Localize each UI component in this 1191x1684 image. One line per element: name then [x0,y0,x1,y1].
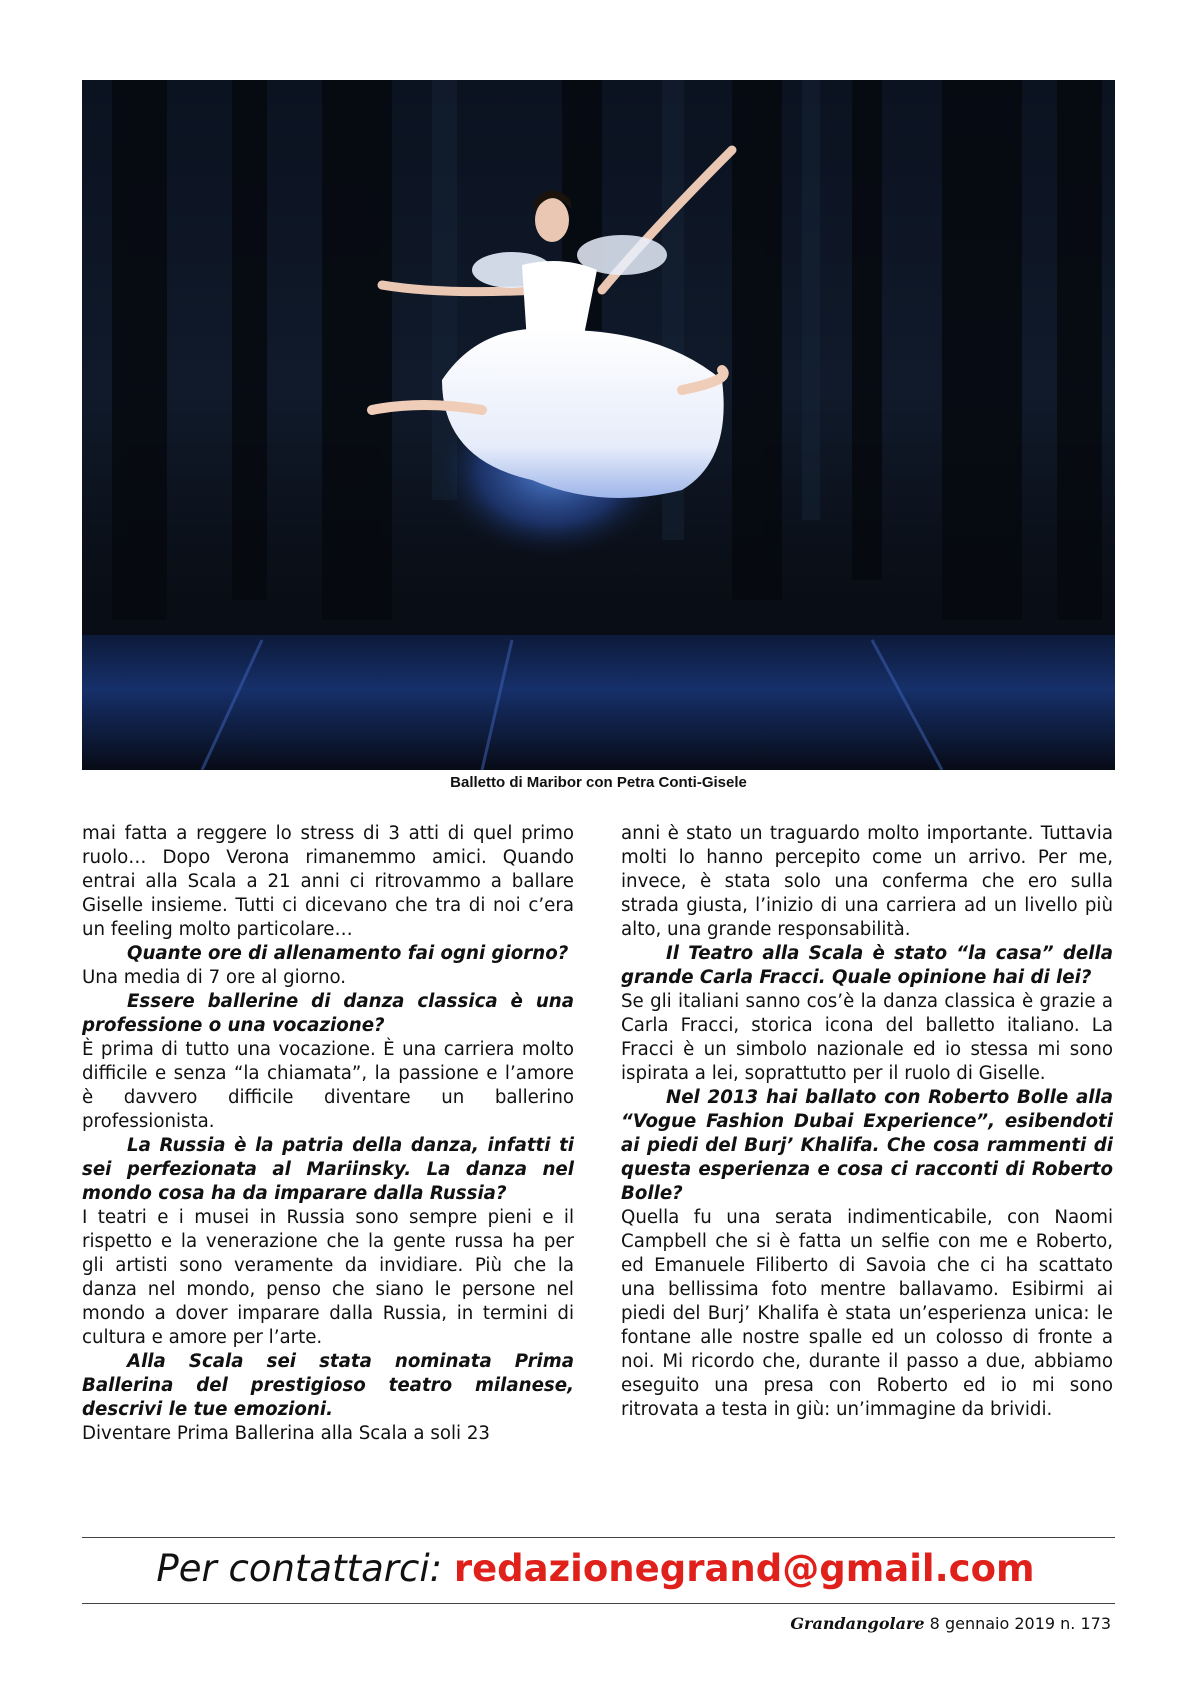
contact-email-link[interactable]: redazionegrand@gmail.com [453,1547,1035,1590]
answer-paragraph: Se gli italiani sanno cos’è la danza classica è grazie a Carla Fracci, storica icona del balletto italiano. La Fracci è un simbolo nazionale ed io stessa mi sono ispirata a lei, soprattutto per il ruolo di Giselle. [621,991,1113,1084]
question-paragraph: Essere ballerine di danza classica è una professione o una vocazione? [82,991,574,1036]
issue-info: 8 gennaio 2019 n. 173 [929,1614,1111,1633]
answer-paragraph: È prima di tutto una vocazione. È una carriera molto difficile e senza “la chiamata”, la passione e l’amore è davvero difficile diventare un ballerino professionista. [82,1039,574,1132]
article-column-left [82,822,574,1446]
question-paragraph: Quante ore di allenamento fai ogni giorno? [127,943,569,964]
question-paragraph: Alla Scala sei stata nominata Prima Ballerina del prestigioso teatro milanese, descrivi le tue emozioni. [82,1351,574,1420]
page-footer [790,1614,1111,1633]
answer-paragraph: anni è stato un traguardo molto importante. Tuttavia molti lo hanno percepito come un arrivo. Per me, invece, è stata solo una conferma che ero sulla strada giusta, l’inizio di una carriera ad un livello più alto, una grande responsabilità. [621,823,1113,940]
magazine-name: Grandangolare [790,1614,925,1633]
answer-paragraph: mai fatta a reggere lo stress di 3 atti di quel primo ruolo… Dopo Verona rimanemmo amici. Quando entrai alla Scala a 21 anni ci ritrovammo a ballare Giselle insieme. Tutti ci dicevano che tra di noi c’era un feeling molto particolare… [82,823,574,940]
question-paragraph: Nel 2013 hai ballato con Roberto Bolle alla “Vogue Fashion Dubai Experience”, esibendoti ai piedi del Burj’ Khalifa. Che cosa rammenti di questa esperienza e cosa ci racconti di Roberto Bolle? [621,1087,1113,1204]
contact-line [0,1543,1191,1595]
answer-paragraph: Quella fu una serata indimenticabile, con Naomi Campbell che si è fatta un selfie con me e Roberto, ed Emanuele Filiberto di Savoia che ci ha scattato una bellissima foto mentre ballavamo. Esibirmi ai piedi del Burj’ Khalifa è stata un’esperienza unica: le fontane alle nostre spalle ed un colosso di fronte a noi. Mi ricordo che, durante il passo a due, abbiamo eseguito una presa con Roberto ed io mi sono ritrovata a testa in giù: un’immagine da brividi. [621,1207,1113,1420]
article-column-right [621,822,1113,1422]
answer-paragraph: I teatri e i musei in Russia sono sempre pieni e il rispetto e la venerazione che la gente russa ha per gli artisti sono veramente da invidiare. Più che la danza nel mondo, penso che siano le persone nel mondo a dover imparare dalla Russia, in termini di cultura e amore per l’arte. [82,1207,574,1348]
ballet-photo [82,80,1115,770]
answer-paragraph: Diventare Prima Ballerina alla Scala a soli 23 [82,1423,490,1444]
contact-label: Per contattarci: [156,1547,443,1590]
divider-top [82,1537,1115,1538]
answer-paragraph: Una media di 7 ore al giorno. [82,967,347,988]
photo-caption: Balletto di Maribor con Petra Conti-Gisele [450,774,747,791]
question-paragraph: Il Teatro alla Scala è stato “la casa” della grande Carla Fracci. Quale opinione hai di lei? [621,943,1113,988]
divider-bottom [82,1603,1115,1604]
question-paragraph: La Russia è la patria della danza, infatti ti sei perfezionata al Mariinsky. La danza nel mondo cosa ha da imparare dalla Russia? [82,1135,574,1204]
